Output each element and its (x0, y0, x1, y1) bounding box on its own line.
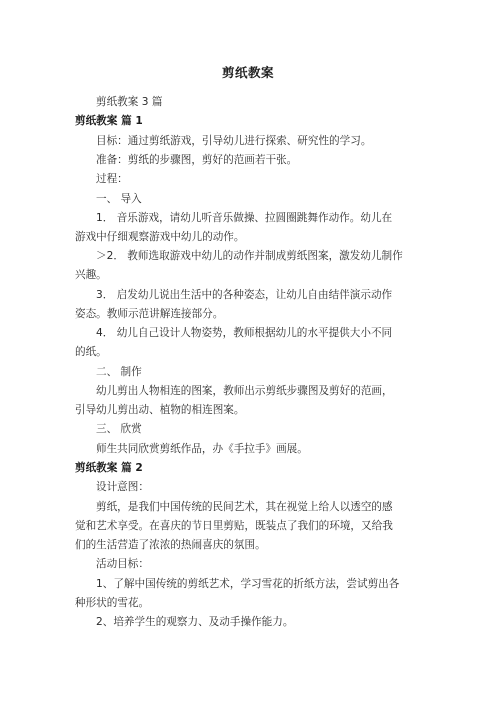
step-3-line-2: 姿态。教师示范讲解连接部分。 (75, 308, 224, 320)
prep-text: 准备：剪纸的步骤图，剪好的范画若干张。 (96, 154, 298, 166)
part-3-heading: 三、 欣赏 (96, 423, 142, 435)
step-1-line-2: 游戏中仔细观察游戏中幼儿的动作。 (75, 231, 245, 243)
step-4-line-2: 的纸。 (75, 346, 107, 358)
intro-line-1: 剪纸，是我们中国传统的民间艺术，其在视觉上给人以透空的感 (96, 501, 393, 513)
intro-line-2: 觉和艺术享受。在喜庆的节日里剪贴，既装点了我们的环境，又给我 (75, 520, 393, 532)
section-1-heading: 剪纸教案 篇 1 (75, 115, 143, 127)
step-2-line-2: 兴趣。 (75, 269, 107, 281)
intro-line-3: 们的生活营造了浓浓的热闹喜庆的氛围。 (75, 539, 266, 551)
make-line-1: 幼儿剪出人物相连的图案，教师出示剪纸步骤图及剪好的范画， (96, 385, 393, 397)
enjoy-text: 师生共同欣赏剪纸作品，办《手拉手》画展。 (96, 443, 308, 455)
objective-1-line-2: 种形状的雪花。 (75, 597, 150, 609)
step-4-line-1: 4． 幼儿自己设计人物姿势，教师根据幼儿的水平提供大小不同 (96, 327, 393, 339)
design-intent-label: 设计意图： (96, 481, 149, 493)
part-2-heading: 二、 制作 (96, 366, 142, 378)
goal-text: 目标：通过剪纸游戏，引导幼儿进行探索、研究性的学习。 (96, 135, 372, 147)
document-title: 剪纸教案 (221, 65, 274, 80)
document-subtitle: 剪纸教案 3 篇 (96, 96, 163, 108)
step-1-line-1: 1． 音乐游戏，请幼儿听音乐做操、拉圆圈跳舞作动作。幼儿在 (96, 212, 393, 224)
part-1-heading: 一、 导入 (96, 193, 142, 205)
objective-2: 2、培养学生的观察力、及动手操作能力。 (96, 616, 294, 628)
step-3-line-1: 3． 启发幼儿说出生活中的各种姿态，让幼儿自由结伴演示动作 (96, 289, 393, 301)
make-line-2: 引导幼儿剪出动、植物的相连图案。 (75, 404, 245, 416)
section-2-heading: 剪纸教案 篇 2 (75, 462, 143, 474)
objectives-label: 活动目标： (96, 558, 149, 570)
step-2-line-1: ＞2． 教师选取游戏中幼儿的动作并制成剪纸图案，激发幼儿制作 (96, 250, 403, 262)
process-label: 过程： (96, 173, 128, 185)
objective-1-line-1: 1、了解中国传统的剪纸艺术，学习雪花的折纸方法，尝试剪出各 (96, 578, 400, 590)
